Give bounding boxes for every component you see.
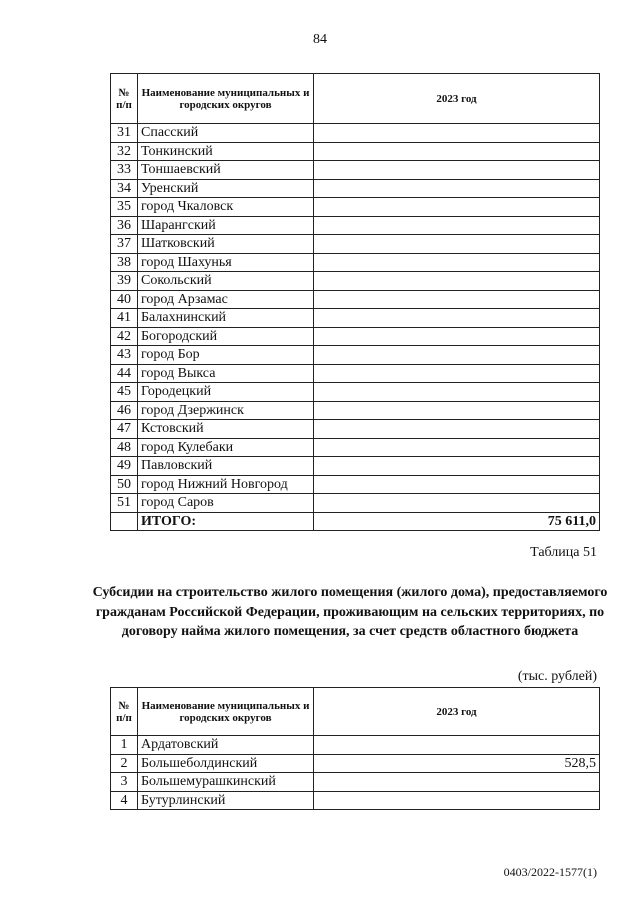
row-value [314,383,600,402]
table-row [111,457,600,476]
row-value [314,736,600,755]
table-subsidies-part [110,73,600,531]
row-value [314,253,600,272]
row-name: Богородский [138,327,314,346]
row-value [314,161,600,180]
row-name: Кстовский [138,420,314,439]
row-number: 4 [111,791,138,810]
row-name: Павловский [138,457,314,476]
row-value [314,124,600,143]
table-row [111,309,600,328]
table-row [111,494,600,513]
row-value [314,364,600,383]
row-name: город Шахунья [138,253,314,272]
table-heading: Субсидии на строительство жилого помещения (жилого дома), предоставляемого гражданам Российской Федерации, проживающим на сельских территориях, по договору найма жилого помещения, за счет средств областного бюджета [92,585,608,639]
row-value [314,216,600,235]
row-name: Большемурашкинский [138,773,314,792]
header-year: 2023 год [314,74,600,124]
row-number: 31 [111,124,138,143]
row-number: 44 [111,364,138,383]
header-year: 2023 год [314,688,600,736]
units-label: (тыс. рублей) [517,669,597,684]
row-value [314,457,600,476]
row-value [314,235,600,254]
table-row [111,736,600,755]
row-number: 48 [111,438,138,457]
row-number: 43 [111,346,138,365]
row-number: 1 [111,736,138,755]
row-value [314,791,600,810]
total-label: ИТОГО: [138,512,314,531]
row-name: город Арзамас [138,290,314,309]
table-row [111,272,600,291]
row-name: город Выкса [138,364,314,383]
header-name: Наименование муниципальных и городских округов [138,688,314,736]
row-value [314,346,600,365]
table-row [111,420,600,439]
row-value [314,309,600,328]
row-number: 51 [111,494,138,513]
row-name: Шатковский [138,235,314,254]
row-number: 38 [111,253,138,272]
header-num: № п/п [111,688,138,736]
row-number: 32 [111,142,138,161]
row-value [314,773,600,792]
table-row [111,179,600,198]
row-value [314,420,600,439]
row-number: 3 [111,773,138,792]
table2-body [111,736,600,810]
table-row [111,346,600,365]
table-row [111,161,600,180]
row-number: 46 [111,401,138,420]
row-name: Большеболдинский [138,754,314,773]
row-name: Тоншаевский [138,161,314,180]
table1-body [111,124,600,513]
row-number: 39 [111,272,138,291]
row-value [314,272,600,291]
header-name: Наименование муниципальных и городских округов [138,74,314,124]
table-row [111,253,600,272]
row-name: город Кулебаки [138,438,314,457]
row-name: Тонкинский [138,142,314,161]
table-label: Таблица 51 [530,545,597,560]
row-number: 42 [111,327,138,346]
table-row [111,216,600,235]
total-value: 75 611,0 [314,512,600,531]
table-row [111,290,600,309]
table-row [111,142,600,161]
row-number: 45 [111,383,138,402]
row-number: 49 [111,457,138,476]
table-row [111,791,600,810]
total-row [111,512,600,531]
row-number: 47 [111,420,138,439]
row-value [314,198,600,217]
page-number: 84 [313,32,327,47]
row-value [314,475,600,494]
table-row [111,773,600,792]
row-number: 36 [111,216,138,235]
row-value [314,327,600,346]
row-name: Балахнинский [138,309,314,328]
table-row [111,475,600,494]
row-number: 35 [111,198,138,217]
row-name: Городецкий [138,383,314,402]
row-value [314,179,600,198]
table-row [111,327,600,346]
table-row [111,383,600,402]
table-row [111,198,600,217]
table-row [111,235,600,254]
row-value: 528,5 [314,754,600,773]
row-value [314,290,600,309]
header-num: № п/п [111,74,138,124]
table-row [111,364,600,383]
table-row [111,438,600,457]
row-name: город Дзержинск [138,401,314,420]
table-row [111,754,600,773]
row-name: Сокольский [138,272,314,291]
row-name: Спасский [138,124,314,143]
row-value [314,401,600,420]
row-value [314,142,600,161]
row-name: город Нижний Новгород [138,475,314,494]
row-name: Уренский [138,179,314,198]
row-name: город Саров [138,494,314,513]
row-number: 2 [111,754,138,773]
table-row [111,401,600,420]
row-number: 37 [111,235,138,254]
row-number: 41 [111,309,138,328]
row-name: город Чкаловск [138,198,314,217]
row-number: 40 [111,290,138,309]
table-rural-housing [110,687,600,810]
row-number: 34 [111,179,138,198]
row-number: 50 [111,475,138,494]
row-name: Ардатовский [138,736,314,755]
row-name: Шарангский [138,216,314,235]
row-name: город Бор [138,346,314,365]
row-number: 33 [111,161,138,180]
table-row [111,124,600,143]
document-code: 0403/2022-1577(1) [503,865,597,879]
row-name: Бутурлинский [138,791,314,810]
row-value [314,494,600,513]
total-num-cell [111,512,138,531]
row-value [314,438,600,457]
